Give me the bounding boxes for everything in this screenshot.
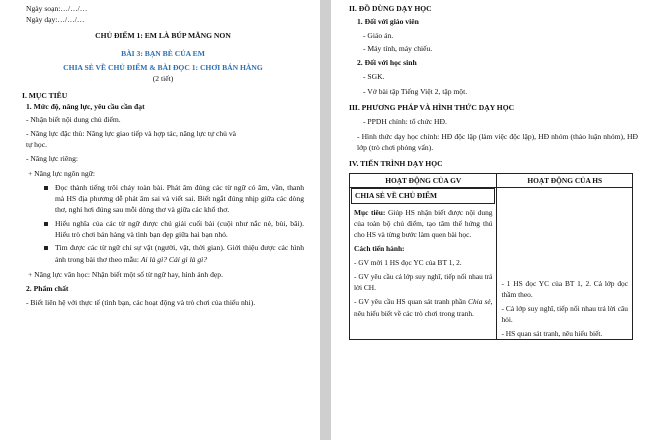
goal-body: Giúp HS nhận biết được nội dung của toàn bộ chủ điểm, tạo tâm thế hứng thú cho HS và từng bước làm quen bài học.	[354, 207, 493, 239]
method-label: Cách tiến hành:	[354, 244, 405, 254]
teacher-step	[354, 296, 492, 321]
date-taught: Ngày dạy:…/…/…	[26, 15, 85, 25]
square-bullet-icon	[44, 186, 48, 190]
text-line: - Nhận biết nội dung chủ điểm.	[26, 115, 121, 125]
bullet-text: Tìm được các từ ngữ chỉ sự vật (người, vật, thời gian). Giới thiệu được các hình ảnh trong bài thơ theo mẫu:	[55, 243, 304, 264]
bullet-item	[44, 218, 304, 241]
text-line: + Năng lực văn học: Nhận biết một số từ ngữ hay, hình ảnh đẹp.	[28, 269, 223, 279]
text-line: - Giáo án.	[363, 30, 394, 40]
subsection-competencies: 1. Mức độ, năng lực, yêu cầu cần đạt	[26, 102, 145, 112]
bullet-text-italic: Ai là gì? Cái gì là gì?	[140, 254, 208, 264]
step-text-italic: Chia sẻ	[468, 297, 491, 307]
step-text: - GV yêu cầu HS quan sát tranh phần	[354, 297, 469, 307]
bullet-text: Đọc thành tiếng trôi chảy toàn bài. Phát âm đúng các từ ngữ có âm, vần, thanh mà HS địa phương dễ phát âm sai và viết sai. Biết ngắt đúng nhịp giữa các dòng thơ, nghỉ hơi đúng sau mỗi dòng thơ và giữa các khổ thơ.	[55, 182, 304, 215]
section-procedure: IV. TIẾN TRÌNH DẠY HỌC	[349, 159, 443, 169]
date-prepared: Ngày soạn:…/…/…	[26, 4, 88, 13]
student-step: - Cả lớp suy nghĩ, tiếp nối nhau trả lời câu hỏi.	[501, 303, 628, 324]
text-line: tự học.	[26, 139, 47, 149]
periods: (2 tiết)	[152, 74, 174, 84]
subsection-teacher: 1. Đối với giáo viên	[357, 17, 419, 27]
step-text: , nêu hiểu biết về các trò chơi trong tranh.	[354, 297, 493, 318]
student-step: - HS quan sát tranh, nêu hiểu biết.	[501, 329, 603, 339]
student-step: - 1 HS đọc YC của BT 1, 2. Cả lớp đọc thầm theo.	[501, 278, 628, 299]
section-objectives: I. MỤC TIÊU	[22, 90, 68, 100]
text-line: - Năng lực riêng:	[26, 154, 78, 164]
subsection-qualities: 2. Phẩm chất	[26, 284, 69, 294]
student-activity-cell	[497, 187, 633, 339]
text-line: - Năng lực đặc thù: Năng lực giao tiếp và hợp tác, năng lực tự chủ và	[26, 128, 237, 138]
column-header-teacher: HOẠT ĐỘNG CỦA GV	[350, 173, 497, 187]
teacher-activity-cell	[350, 187, 497, 339]
teacher-step: - GV yêu cầu cả lớp suy nghĩ, tiếp nối nhau trả lời CH.	[354, 272, 493, 293]
bullet-item	[44, 242, 304, 265]
teacher-step: - GV mời 1 HS đọc YC của BT 1, 2.	[354, 258, 462, 268]
lesson-subtitle: CHIA SẺ VỀ CHỦ ĐIỂM & BÀI ĐỌC 1: CHƠI BÁN HÀNG	[63, 63, 263, 73]
section-materials: II. ĐỒ DÙNG DẠY HỌC	[349, 4, 432, 13]
square-bullet-icon	[44, 246, 48, 250]
text-line: - SGK.	[363, 72, 385, 82]
square-bullet-icon	[44, 222, 48, 226]
section-methods: III. PHƯƠNG PHÁP VÀ HÌNH THỨC DẠY HỌC	[349, 103, 515, 113]
bullet-item	[44, 182, 304, 216]
bullet-text: Hiểu nghĩa của các từ ngữ được chú giải cuối bài (cuội như nắc nẻ, bùi, bãi). Hiểu trò chơi bán hàng và tình bạn đẹp giữa hai bạn nhỏ.	[55, 218, 304, 240]
text-line: - Hình thức dạy học chính: HĐ độc lập (làm việc độc lập), HĐ nhóm (thảo luận nhóm), HĐ lớp (trò chơi phỏng vấn).	[357, 131, 638, 152]
text-line: + Năng lực ngôn ngữ:	[28, 168, 95, 178]
left-page	[0, 0, 320, 440]
cell-section-title: CHIA SẺ VỀ CHỦ ĐIỂM	[351, 188, 495, 204]
right-page	[331, 0, 650, 440]
page-gap	[320, 0, 331, 440]
theme-title: CHỦ ĐIỂM 1: EM LÀ BÚP MĂNG NON	[95, 30, 231, 40]
lesson-title: BÀI 3: BẠN BÈ CỦA EM	[121, 48, 205, 58]
column-header-student: HOẠT ĐỘNG CỦA HS	[497, 173, 633, 187]
text-line: - PPDH chính: tổ chức HĐ.	[363, 117, 447, 127]
subsection-student: 2. Đối với học sinh	[357, 58, 417, 68]
text-line: - Máy tính, máy chiếu.	[363, 43, 433, 53]
text-line: - Vở bài tập Tiếng Việt 2, tập một.	[363, 86, 468, 96]
text-line: - Biết liên hệ với thực tế (tình bạn, các hoạt động và trò chơi của thiếu nhi).	[26, 297, 256, 307]
lesson-plan-table	[349, 173, 633, 341]
goal-text	[354, 207, 492, 240]
goal-label: Mục tiêu:	[354, 207, 386, 217]
